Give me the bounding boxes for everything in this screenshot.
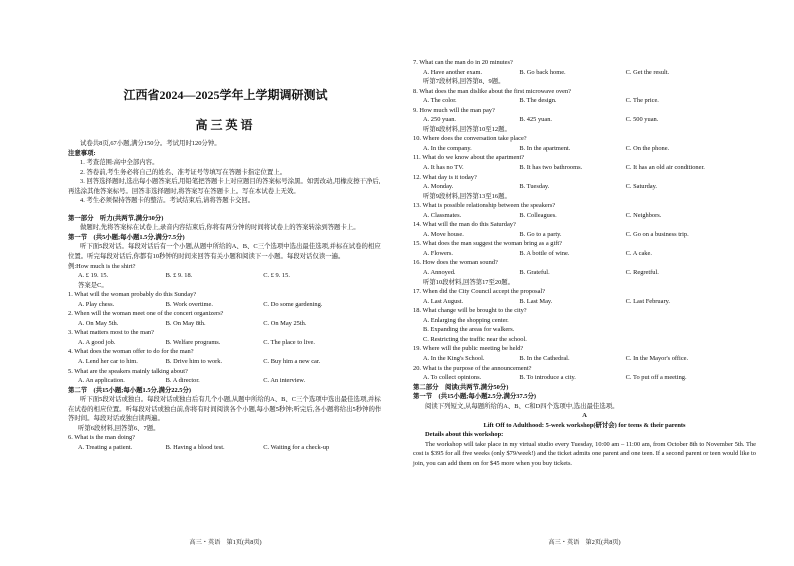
option: B. Go to a party.	[519, 230, 562, 238]
option: C. The price.	[625, 97, 659, 105]
option: A. Play chess.	[78, 300, 115, 308]
question-text: 2. When will the woman meet one of the concert organizers?	[68, 310, 224, 318]
question-18	[413, 306, 756, 344]
option: C. An interview.	[263, 377, 306, 385]
details-text: The workshop will take place in my virtual studio every Tuesday, 10:00 am – 11:00 am, from October 8th to November 5th. The cost is $395 for all five weeks (only $79/week!) and the ticket admits one parent and one teen. If a second parent or teen would like to join, you can add them on for $45 more when you buy tickets.	[413, 440, 756, 467]
option: A. Flowers.	[423, 249, 453, 257]
note-item: 3. 回答选择题时,选出每小题答案后,用铅笔把答题卡上对应题目的答案标号涂黑。如需改动,用橡皮擦干净后,再选涂其他答案标号。回答非选择题时,将答案写在答题卡上。写在本试卷上无效。	[68, 178, 381, 195]
question-text: 20. What is the purpose of the announcement?	[413, 364, 532, 372]
option: C. On the phone.	[625, 144, 670, 152]
question-text: 11. What do we know about the apartment?	[413, 154, 525, 162]
note-item: 4. 考生必须保持答题卡的整洁。考试结束后,请将答题卡交回。	[80, 197, 255, 205]
option: A. A good job.	[78, 338, 116, 346]
question	[413, 58, 756, 77]
option: B. Welfare programs.	[165, 338, 221, 346]
question-text: 16. How does the woman sound?	[413, 259, 498, 267]
part2-desc: 阅读下列短文,从每题所给的A、B、C和D四个选项中,选出最佳选项。	[425, 402, 619, 410]
question-text: 17. When did the City Council accept the proposal?	[413, 288, 546, 296]
exam-info: 试卷共8页,67小题,满分150分。考试用时120分钟。	[80, 140, 221, 147]
option: B. A director.	[165, 377, 200, 385]
option: B. A bottle of wine.	[519, 249, 570, 257]
question-text: 14. What will the man do this Saturday?	[413, 221, 516, 229]
options	[413, 182, 756, 192]
question	[413, 87, 756, 106]
question-4	[68, 347, 383, 366]
option: B. 425 yuan.	[519, 116, 552, 124]
material-hint: 听第10段材料,回答第17至20题。	[423, 278, 515, 286]
passage-title: Lift Off to Adulthood: 5-week workshop(研讨会) for teens & their parents	[483, 421, 686, 429]
material-hint: 听第8段材料,回答第10至12题。	[423, 125, 511, 133]
question-text: 5. What are the speakers mainly talking about?	[68, 367, 188, 375]
material-hint: 听第7段材料,回答第8、9题。	[423, 78, 505, 86]
option: B. To introduce a city.	[519, 374, 576, 382]
option: C. In the Mayor's office.	[625, 354, 689, 362]
question-text: 3. What matters most to the man?	[68, 329, 154, 337]
options	[413, 249, 756, 259]
option: A. Last August.	[423, 297, 464, 305]
option: C. Get the result.	[625, 68, 670, 76]
page2-questions	[413, 58, 756, 306]
question-6	[68, 433, 383, 452]
question-text: 18. What change will be brought to the city?	[413, 307, 527, 315]
question-text: 15. What does the man suggest the woman bring as a gift?	[413, 240, 562, 248]
option: C. Waiting for a check-up	[263, 443, 330, 451]
option: C. Last February.	[625, 297, 670, 305]
option: A. The color.	[423, 97, 457, 105]
question-5	[68, 367, 383, 386]
option: B. Grateful.	[519, 269, 550, 277]
question-3	[68, 328, 383, 347]
option: B. £ 9. 18.	[165, 272, 193, 280]
option: B. The design.	[519, 97, 557, 105]
option: A. Monday.	[423, 183, 454, 191]
option: A. Annoyed.	[423, 269, 456, 277]
option: A. Treating a patient.	[78, 443, 133, 451]
section1-title: 第一节 (共5小题;每小题1.5分,满分7.5分)	[68, 233, 185, 241]
question-text: 12. What day is it today?	[413, 173, 477, 181]
question-text: 7. What can the man do in 20 minutes?	[413, 59, 513, 66]
page-2	[397, 58, 794, 566]
option: B. Drive him to work.	[165, 358, 223, 366]
question-text: 19. Where will the public meeting be held?	[413, 345, 524, 353]
question	[413, 173, 756, 192]
question-text: 10. Where does the conversation take place?	[413, 135, 527, 143]
option: C. Buy him a new car.	[263, 358, 321, 366]
example-question: 例:How much is the shirt?	[68, 262, 136, 270]
option: A. An application.	[78, 377, 125, 385]
option: A. Move house.	[423, 230, 464, 238]
options	[413, 230, 756, 240]
option: C. On May 25th.	[263, 319, 307, 327]
section2-title: 第二节 (共15小题;每小题1.5分,满分22.5分)	[68, 386, 192, 394]
option: B. Go back home.	[519, 68, 566, 76]
part2-title: 第二部分 阅读(共两节,满分50分)	[413, 383, 509, 391]
options	[413, 211, 756, 221]
question-text: 8. What does the man dislike about the first microwave oven?	[413, 87, 572, 95]
option: B. Expanding the areas for walkers.	[423, 326, 515, 334]
option: A. Enlarging the shopping center.	[423, 316, 509, 324]
page-1	[0, 58, 397, 566]
option: A. Have another exam.	[423, 68, 483, 76]
question	[413, 258, 756, 277]
options	[413, 163, 756, 173]
option: C. 500 yuan.	[625, 116, 659, 124]
option: A. Classmates.	[423, 211, 462, 219]
example-answer: 答案是C。	[78, 281, 108, 289]
option: C. The place to live.	[263, 338, 315, 346]
option: A. £ 19. 15.	[78, 272, 109, 280]
option: B. Having a blood test.	[165, 443, 225, 451]
option: B. In the apartment.	[519, 144, 571, 152]
option: C. Go on a business trip.	[625, 230, 689, 238]
example-options	[68, 271, 383, 281]
option: C. Restricting the traffic near the school.	[423, 335, 527, 343]
options	[413, 297, 756, 307]
part1-desc: 做题时,先将答案标在试卷上,录音内容结束后,你将有两分钟的时间将试卷上的答案转涂到答题卡上。	[80, 224, 360, 232]
option: B. On May 8th.	[165, 319, 206, 327]
option: A. It has no TV.	[423, 164, 464, 172]
option: B. Colleagues.	[519, 211, 557, 219]
question-text: 1. What will the woman probably do this Sunday?	[68, 291, 197, 299]
options	[413, 96, 756, 106]
option: B. Work overtime.	[165, 300, 213, 308]
note-item: 2. 答卷前,考生务必将自己的姓名、准考证号等填写在答题卡指定位置上。	[80, 168, 287, 176]
option: A. 250 yuan.	[423, 116, 457, 124]
option: C. A cake.	[625, 249, 652, 257]
option: C. Regretful.	[625, 269, 659, 277]
details-heading: Details about this workshop:	[425, 431, 504, 439]
option: C. Neighbors.	[625, 211, 662, 219]
section2-desc: 听下面5段对话或独白。每段对话或独白后有几个小题,从题中所给的A、B、C三个选项中选出最佳选项,并标在试卷的相应位置。听每段对话或独白前,你将有时间阅读各个小题,每小题5秒钟;听完后,各小题将给出5秒钟的作答时间。每段对话或独白读两遍。	[68, 396, 382, 423]
question	[413, 220, 756, 239]
option: C. It has an old air conditioner.	[625, 164, 705, 172]
question	[413, 239, 756, 258]
exam-title: 江西省2024—2025学年上学期调研测试	[123, 88, 328, 102]
question-text: 6. What is the man doing?	[68, 434, 135, 442]
question	[413, 153, 756, 172]
option: A. On May 5th.	[78, 319, 119, 327]
option: C. Do some gardening.	[263, 300, 323, 308]
option: C. £ 9. 15.	[263, 272, 290, 280]
option: B. Last May.	[519, 297, 553, 305]
question-text: 4. What does the woman offer to do for the man?	[68, 348, 194, 356]
note-item: 1. 考查范围:高中全部内容。	[80, 159, 159, 167]
question	[413, 106, 756, 125]
material-hint: 听第9段材料,回答第13至16题。	[423, 192, 511, 200]
passage-letter: A	[582, 412, 587, 420]
question-19	[413, 344, 756, 363]
material-hint: 听第6段材料,回答第6、7题。	[78, 424, 160, 432]
option: C. Saturday.	[625, 183, 658, 191]
option: B. It has two bathrooms.	[519, 164, 583, 172]
section1-desc: 听下面5段对话。每段对话后有一个小题,从题中所给的A、B、C三个选项中选出最佳选项,并标在试卷的相应位置。听完每段对话后,你都有10秒钟的时间来回答有关小题和阅读下一小题。每段对话仅读一遍。	[68, 243, 381, 261]
options	[413, 115, 756, 125]
option: A. Lend her car to him.	[78, 358, 138, 366]
question-text: 9. How much will the man pay?	[413, 106, 495, 114]
question	[413, 134, 756, 153]
exam-subject: 高三英语	[195, 118, 256, 132]
option: B. In the Cathedral.	[519, 354, 570, 362]
question-2	[68, 309, 383, 328]
part2-section1-title: 第一节 (共15小题;每小题2.5分,满分37.5分)	[413, 393, 537, 401]
option: A. In the company.	[423, 144, 472, 152]
question-text: 13. What is possible relationship between the speakers?	[413, 202, 556, 210]
question-1	[68, 290, 383, 309]
option: B. Tuesday.	[519, 183, 550, 191]
option: A. In the King's School.	[423, 354, 485, 362]
question	[413, 287, 756, 306]
options	[413, 144, 756, 154]
notes-heading: 注意事项:	[68, 149, 96, 157]
part1-title: 第一部分 听力(共两节,满分30分)	[68, 214, 164, 222]
option: C. To put off a meeting.	[625, 374, 687, 382]
question	[413, 201, 756, 220]
options	[413, 68, 756, 78]
page-footer: 高三・英语 第2页(共8页)	[548, 539, 621, 547]
question-20	[413, 364, 756, 383]
options	[413, 268, 756, 278]
option: A. To collect opinions.	[423, 374, 482, 382]
page-footer: 高三・英语 第1页(共8页)	[189, 539, 262, 547]
